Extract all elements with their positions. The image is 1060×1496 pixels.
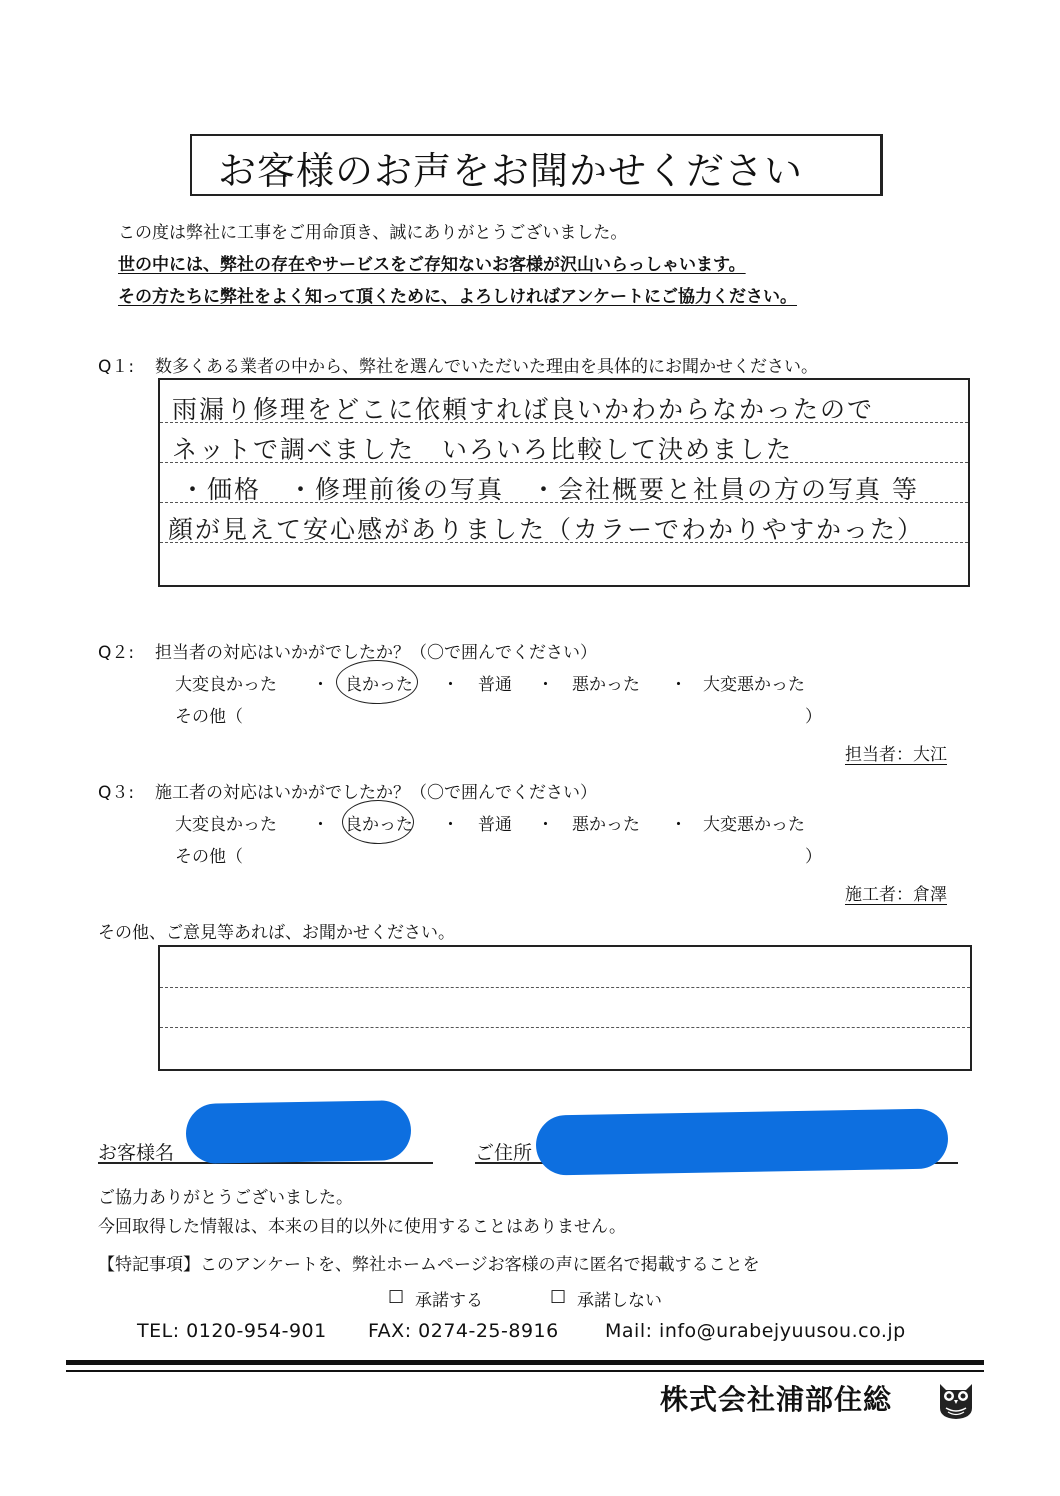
q2-question: 担当者の対応はいかがでしたか？（〇で囲んでください） <box>155 643 597 663</box>
privacy-text: 今回取得した情報は、本来の目的以外に使用することはありません。 <box>98 1217 627 1237</box>
q3-option-normal[interactable]: 普通 <box>478 815 512 835</box>
separator-dot: ・ <box>442 815 459 835</box>
contact-fax: FAX: 0274-25-8916 <box>368 1320 559 1342</box>
q1-answer-line: ネットで調べました いろいろ比較して決めました <box>172 435 794 464</box>
thanks-text: ご協力ありがとうございました。 <box>98 1188 353 1208</box>
contact-tel: TEL: 0120-954-901 <box>137 1320 327 1342</box>
page-title: お客様のお声をお聞かせください <box>218 149 804 193</box>
q1-answer-line: 顔が見えて安心感がありました（カラーでわかりやすかった） <box>168 515 925 544</box>
q2-option-normal[interactable]: 普通 <box>478 675 512 695</box>
separator-dot: ・ <box>537 815 554 835</box>
separator-dot: ・ <box>670 675 687 695</box>
separator-dot: ・ <box>537 675 554 695</box>
footer-rule-thin <box>66 1370 984 1372</box>
q3-option-very-good[interactable]: 大変良かった <box>175 815 277 835</box>
q2-option-good[interactable]: 良かった <box>345 675 413 695</box>
separator-dot: ・ <box>670 815 687 835</box>
q2-option-bad[interactable]: 悪かった <box>572 675 640 695</box>
customer-address-label: ご住所 <box>475 1142 533 1164</box>
footer-rule-thick <box>66 1360 984 1365</box>
separator-dot: ・ <box>312 675 329 695</box>
opinion-question: その他、ご意見等あれば、お聞かせください。 <box>98 923 455 943</box>
q1-question: 数多くある業者の中から、弊社を選んでいただいた理由を具体的にお聞かせください。 <box>155 357 818 377</box>
intro-line-2: 世の中には、弊社の存在やサービスをご存知ないお客様が沢山いらっしゃいます。 <box>118 255 746 275</box>
owl-logo-icon <box>936 1378 976 1420</box>
q1-label: Q１: <box>98 357 135 377</box>
q2-option-very-good[interactable]: 大変良かった <box>175 675 277 695</box>
q3-other-label: その他（ <box>175 847 243 867</box>
q2-other-label: その他（ <box>175 707 243 727</box>
q3-other-close: ） <box>805 847 822 867</box>
redacted-name <box>185 1100 411 1164</box>
q3-staff: 施工者：倉澤 <box>845 885 947 905</box>
disagree-label: 承諾しない <box>577 1291 662 1311</box>
q2-other-close: ） <box>805 707 822 727</box>
q1-answer-line: ・価格 ・修理前後の写真 ・会社概要と社員の方の写真 等 <box>180 475 919 504</box>
q3-selected-circle <box>342 800 414 844</box>
q2-staff: 担当者：大江 <box>845 745 947 765</box>
company-name: 株式会社浦部住総 <box>660 1383 893 1416</box>
separator-dot: ・ <box>312 815 329 835</box>
opinion-box[interactable] <box>158 945 972 1071</box>
q1-answer-box[interactable] <box>158 378 970 587</box>
redacted-address <box>536 1108 949 1175</box>
intro-line-1: この度は弊社に工事をご用命頂き、誠にありがとうございました。 <box>118 223 628 243</box>
customer-name-label: お客様名 <box>98 1142 175 1164</box>
q3-question: 施工者の対応はいかがでしたか？（〇で囲んでください） <box>155 783 597 803</box>
q1-answer-line: 雨漏り修理をどこに依頼すれば良いかわからなかったので <box>172 395 875 424</box>
agree-checkbox[interactable]: □ <box>388 1286 405 1306</box>
separator-dot: ・ <box>442 675 459 695</box>
disagree-checkbox[interactable]: □ <box>550 1286 567 1306</box>
q3-option-very-bad[interactable]: 大変悪かった <box>703 815 805 835</box>
intro-line-3: その方たちに弊社をよく知って頂くために、よろしければアンケートにご協力ください。 <box>118 287 797 307</box>
q3-label: Q３: <box>98 783 135 803</box>
q3-option-bad[interactable]: 悪かった <box>572 815 640 835</box>
q2-label: Q２: <box>98 643 135 663</box>
q2-option-very-bad[interactable]: 大変悪かった <box>703 675 805 695</box>
q2-selected-circle <box>336 660 418 704</box>
special-note: 【特記事項】このアンケートを、弊社ホームページお客様の声に匿名で掲載することを <box>98 1255 760 1275</box>
q3-option-good[interactable]: 良かった <box>345 815 413 835</box>
contact-mail[interactable]: Mail: info@urabejyuusou.co.jp <box>605 1320 906 1342</box>
agree-label: 承諾する <box>415 1291 483 1311</box>
